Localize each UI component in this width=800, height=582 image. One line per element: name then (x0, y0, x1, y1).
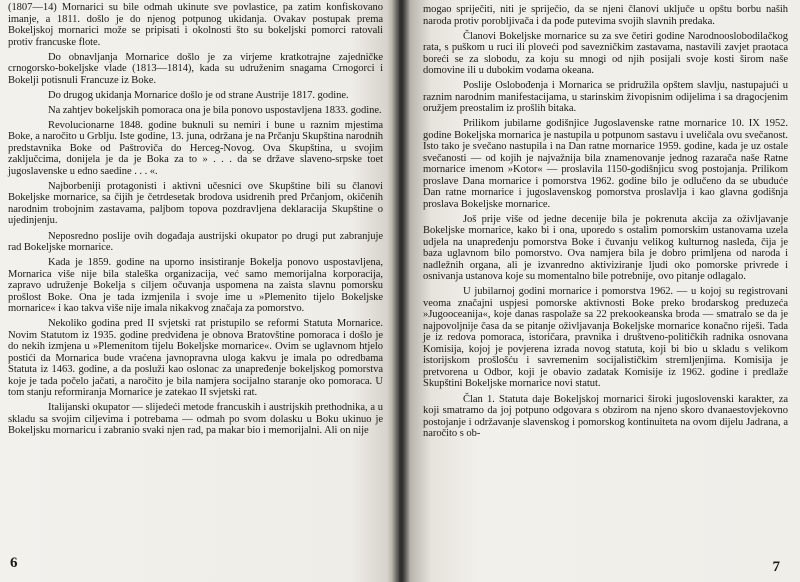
page-number: 6 (10, 555, 18, 571)
paragraph: Prilikom jubilarne godišnjice Jugoslavenske ratne mornarice 10. IX 1952. godine Bokeljska mornarica je nastupila u potpunom sastavu i uveličala ovu svečanost. Isto tako je svečano nastupila i na Dan ratne mornarice 1959. godine, kada je uz ostale svečanosti — od kojih je najvažnija bila znamenovanje jednog razarača naše Ratne mornarice imenom »Kotor« — proslavila 1150-godišnjicu svog postojanja. Prilikom proslave Dana mornarice i pomorstva 1962. godine bilo je odlučeno da se ubuduće Dan ratne mornarice i jugoslavenskog pomorstva proslavlja i kao glavna godišnja proslava Bokeljske mornarice. (423, 118, 788, 210)
paragraph: Poslije Oslobođenja i Mornarica se pridružila opštem slavlju, nastupajući u raznim narodnim manifestacijama, u starinskim živopisnim odijelima i sa dragocjenim oružjem preostalim iz prošlih bitaka. (423, 80, 788, 115)
page-number: 7 (772, 559, 780, 575)
left-page (0, 0, 399, 582)
paragraph: Član 1. Statuta daje Bokeljskoj mornarici široki jugoslovenski karakter, za koji smatramo da joj potpuno odgovara s obzirom na njeno skoro dvanaestovjekovno postojanje i održavanje slavenskog i pomorskog kontinuiteta na ovom dijelu Jadrana, a naročito s ob- (423, 393, 788, 440)
paragraph: Nekoliko godina pred II svjetski rat pristupilo se reformi Statuta Mornarice. Novim Statutom iz 1935. godine predviđena je obnova Bratovštine pomoraca i došlo je do nekih izmjena u »Plemenitom tijelu Bokeljske mornarice«. Ovim se uglavnom htjelo postići da Mornarica bude vraćena javnopravna uloga kakvu je imala po odredbama Statuta iz 1463. godine, a da posluži kao oslonac za unapređenje bokeljskog pomorstva koje je tada počelo jačati, a naročito je bila namjera socijalno staranje oko pomoraca. U tom stanju reformiranja Mornarice je zatekao II svjetski rat. (8, 318, 383, 399)
paragraph: Italijanski okupator — slijedeći metode francuskih i austrijskih prethodnika, a u skladu sa svojim ciljevima i potrebama — odmah po svom dolasku u Boku ukinuo je Bokeljsku mornaricu i zabranio svaki njen rad, pa makar bio i memorijalni. Ali on nije (8, 402, 383, 437)
paragraph: Članovi Bokeljske mornarice su za sve četiri godine Narodnooslobodilačkog rata, s puškom u ruci ili ploveći pod savezničkim zastavama, nastavili zavjet praotaca boreći se za slobodu, za koju su mnogi od njih posijali svoje kosti širom naše domovine ili u dubokim vodama okeana. (423, 30, 788, 77)
paragraph: (1807—14) Mornarici su bile odmah ukinute sve povlastice, pa zatim konfiskovano imanje, a 1811. došlo je do njenog potpunog ukidanja. Ovakav postupak prema Bokeljskoj mornarici može se pripisati i okolnosti što su bokeljski pomorci ratovali protiv francuske flote. (8, 2, 383, 48)
paragraph: Najborbeniji protagonisti i aktivni učesnici ove Skupštine bili su članovi Bokeljske mornarice, sa čijih je četrdesetak brodova usidrenih pred Prčanjom, okičenih narodnim trobojnim zastavama, paljbom topova pozdravljena deklaracija Skupštine o ujedinjenju. (8, 180, 383, 227)
paragraph: Neposredno poslije ovih događaja austrijski okupator po drugi put zabranjuje rad Bokeljske mornarice. (8, 230, 383, 254)
paragraph: Još prije više od jedne decenije bila je pokrenuta akcija za oživljavanje Bokeljske mornarice, kako bi i ona, uporedo s ostalim pomorskim ustanovama uzela udjela na unapređenju pomorstva Boke i čuvanju velikog kulturnog nasleđa, čija je baza uglavnom bilo pomorstvo. Ova namjera bila je dobro primljena od naroda i nadležnih organa, ali je izvanredno aktiviziranje ljudi oko pomorske privrede i osnivanja ustanova koje su momentalno bile potrebnije, ovo pitanje odlagalo. (423, 213, 788, 283)
paragraph: Na zahtjev bokeljskih pomoraca ona je bila ponovo uspostavljena 1833. godine. (48, 104, 382, 116)
paragraph: Do obnavljanja Mornarice došlo je za virjeme kratkotrajne zajedničke crnogorsko-bokeljske vlade (1813—1814), kada su udruženim snagama Crnogorci i Bokelji potisnuli Francuze iz Boke. (8, 51, 383, 86)
paragraph: Kada je 1859. godine na uporno insistiranje Bokelja ponovo uspostavljena, Mornarica više nije bila staleška organizacija, već samo memorijalna korporacija, zapravo udruženje Bokelja s ciljem očuvanja uspomena na zaista slavnu pomorsku prošlost Boke. Ona je tada izmjenila i svoje ime u »Plemenito tijelo Bokeljske mornarice« i kao takva više nije imala nikakvog značaja za pomorstvo. (8, 257, 383, 315)
paragraph: U jubilarnoj godini mornarice i pomorstva 1962. — u kojoj su registrovani veoma značajni uspjesi pomorske aktivnosti Boke preko brodarskog preduzeća »Jugooceanija«, koje danas raspolaže sa 22 prekookeanska broda — smatralo se da je najpovoljnije časa da se pitanje oživljavanja Bokeljske mornarice konačno riješi. Tada je iz redova pomoraca, istoričara, pravnika i društveno-političkih radnika osnovana Komisija, kojoj je povjerena izrada novog statuta, koji bi bio u skladu s velikom istorijskom prošlošću i savremenim socijalističkim stremljenjima. Komisija je pretvorena u Odbor, koji je obavio zadatak Komisije iz 1962. godine i predlaže Skupštini Bokeljske mornarice novi statut. (423, 286, 788, 390)
paragraph: mogao spriječiti, niti je spriječio, da se njeni članovi uključe u opštu borbu naših naroda protiv porobljivača i da pođe putevima svojih slavnih predaka. (423, 4, 788, 27)
right-page (399, 0, 800, 582)
paragraph: Revolucionarne 1848. godine buknuli su nemiri i bune u raznim mjestima Boke, a naročito u Grblju. Iste godine, 13. juna, održana je na Prčanju Skupština narodnih predstavnika Boke od Paštroviča do Herceg-Novog. Ova Skupština, u svojim zaključcima, donijela je da je Boka za to » . . . da se državе slaveno-srpske tоet jugoslavenske u edno saedine . . . «. (8, 119, 383, 177)
paragraph: Do drugog ukidanja Mornarice došlo je od strane Austrije 1817. godine. (48, 89, 349, 101)
